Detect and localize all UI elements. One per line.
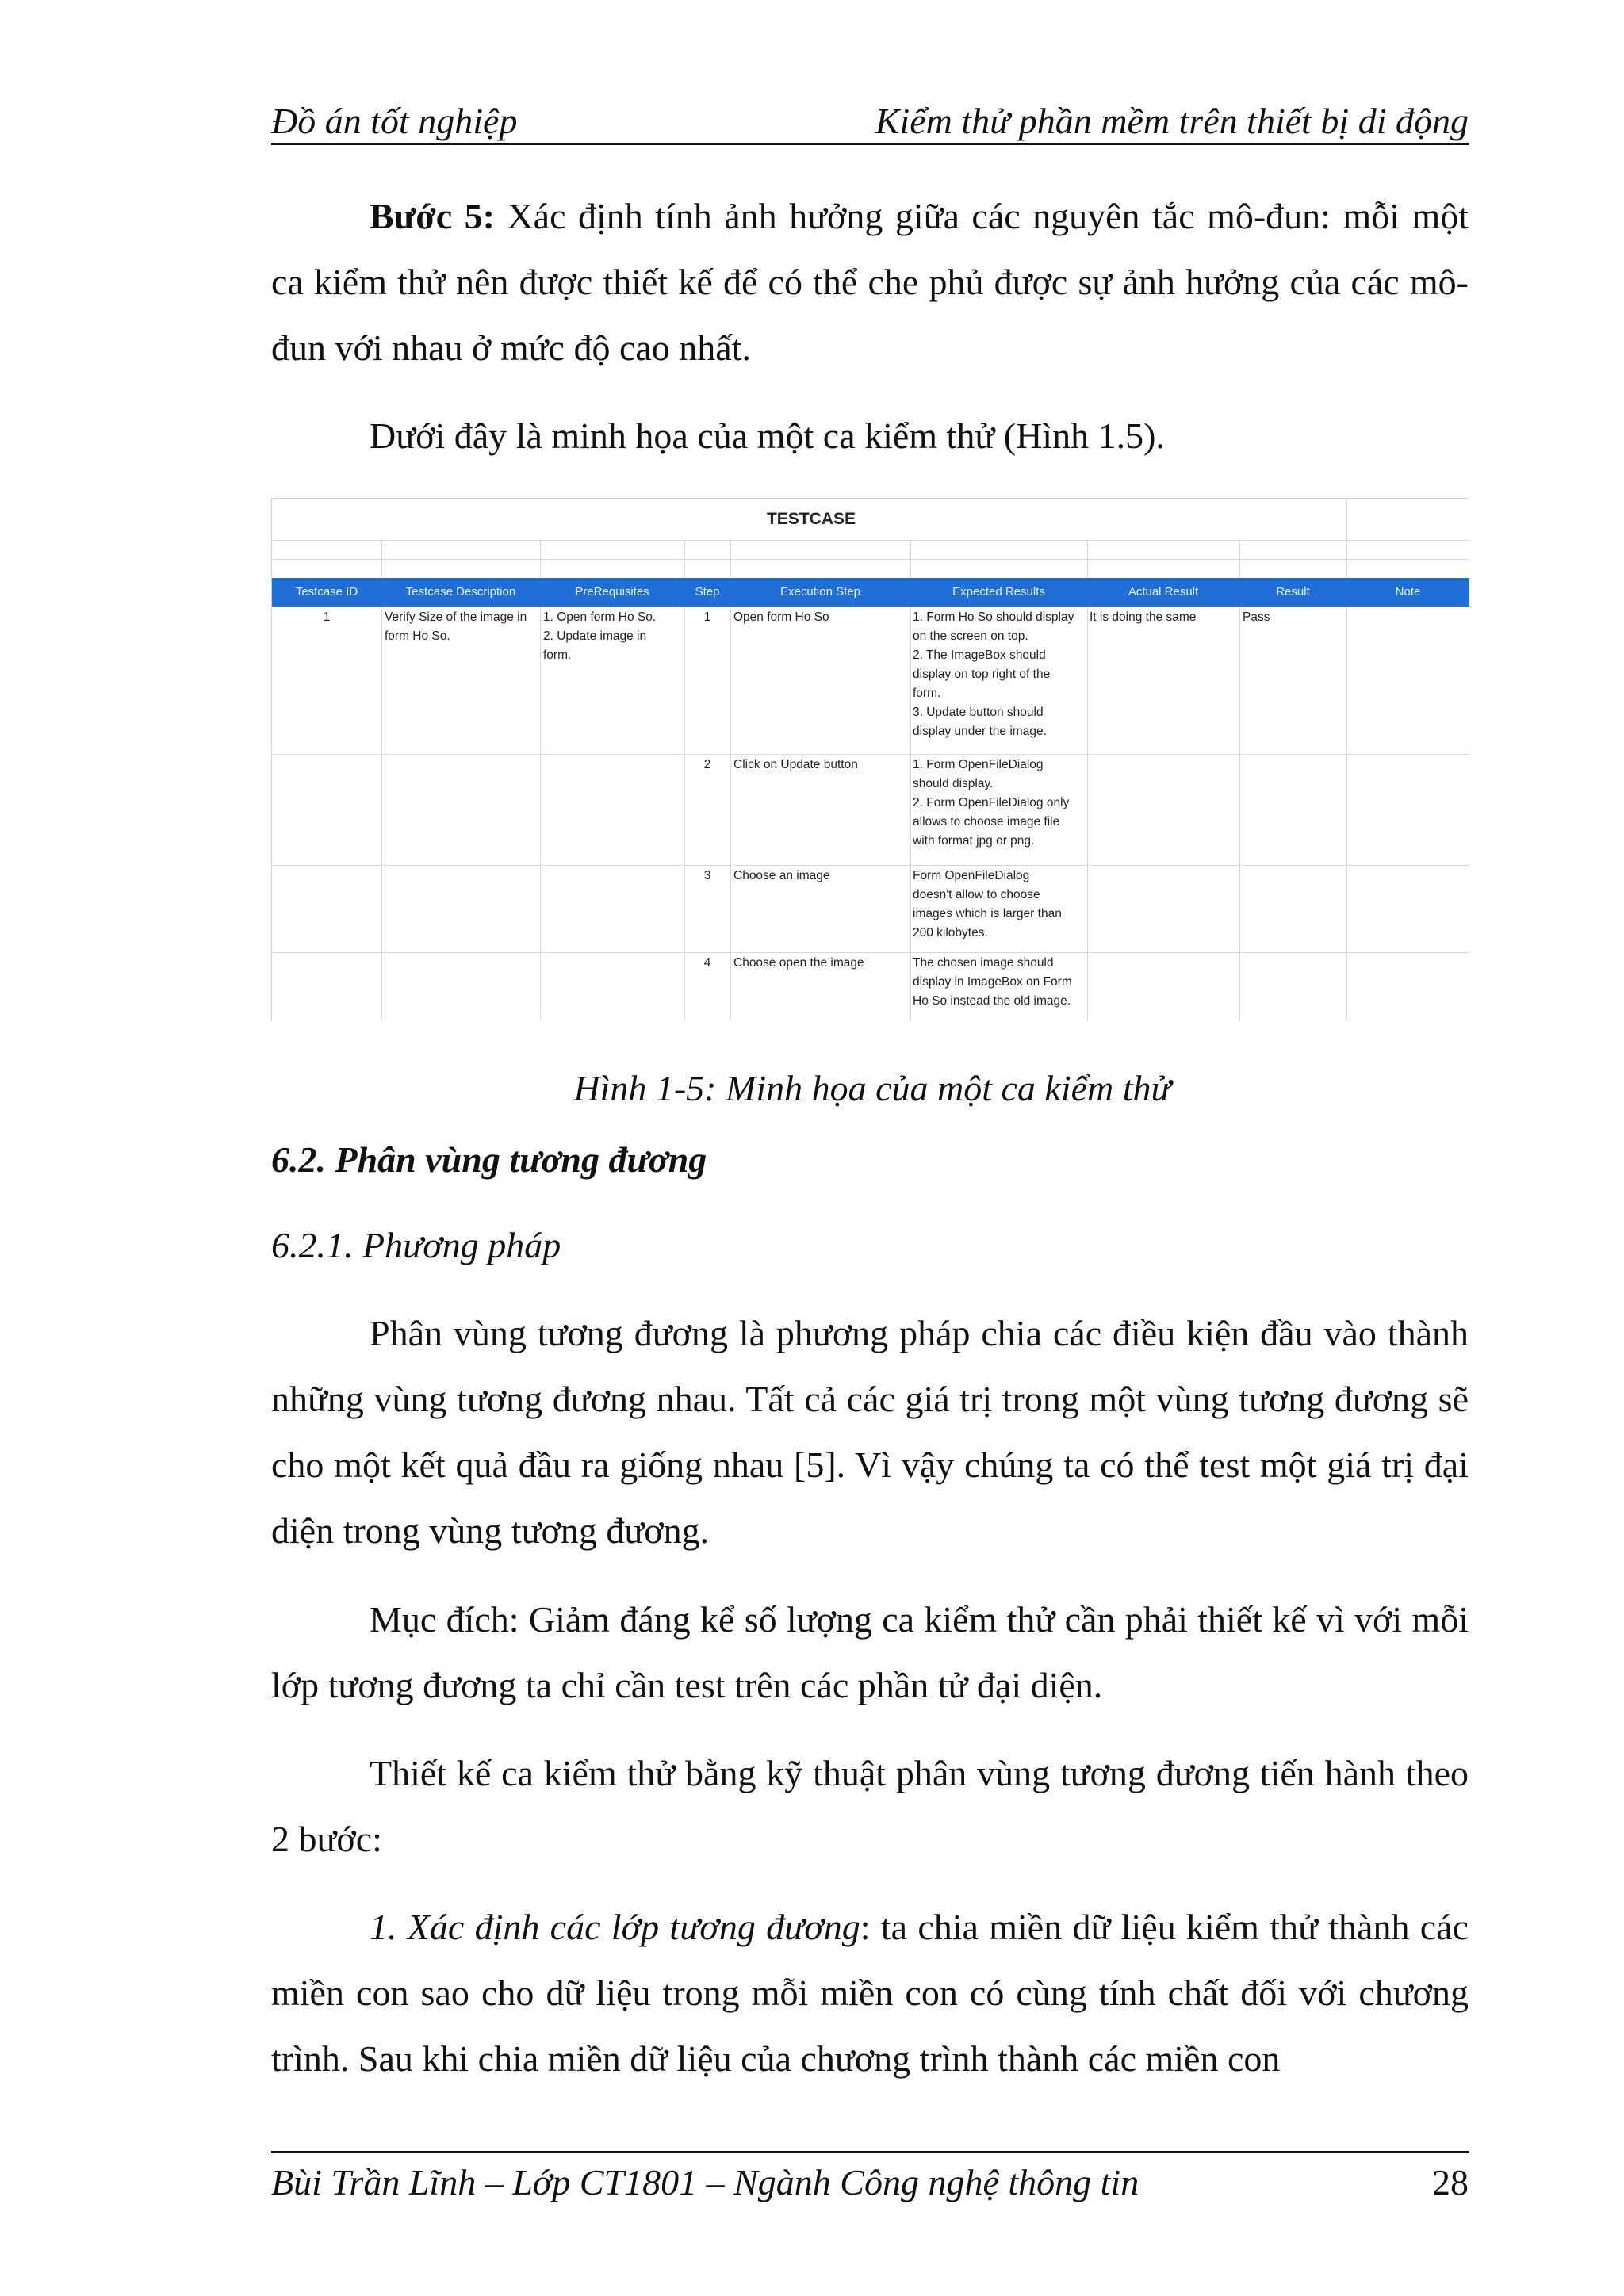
col-header-testcase-id: Testcase ID (295, 585, 358, 599)
table-cell-description: Verify Size of the image in form Ho So. (385, 610, 527, 643)
gridline (1346, 499, 1347, 578)
header-rule (271, 143, 1469, 145)
table-cell-step: 4 (703, 956, 711, 970)
table-cell-expected: The chosen image should display in ImageBox on Form Ho So instead the old image. (913, 956, 1072, 1008)
table-cell-prerequisites: 1. Open form Ho So. 2. Update image in form. (543, 610, 657, 662)
table-cell-step: 3 (703, 869, 711, 882)
step5-text: Xác định tính ảnh hưởng giữa các nguyên tắc mô-đun: mỗi một ca kiểm thử nên được thiết kế để có thể che phủ được sự ảnh hưởng của các mô-đun với nhau ở mức độ cao nhất. (271, 196, 1469, 368)
table-cell-id: 1 (323, 610, 331, 624)
gridline (272, 559, 1469, 560)
gridline (1087, 607, 1088, 1020)
figure-caption: Hình 1-5: Minh họa của một ca kiểm thử (573, 1068, 1171, 1108)
col-header-result: Result (1276, 585, 1310, 599)
section-heading: 6.2. Phân vùng tương đương (271, 1139, 707, 1180)
table-cell-result: Pass (1243, 610, 1270, 624)
header-title-left: Đồ án tốt nghiệp (271, 101, 518, 141)
col-header-note: Note (1395, 585, 1421, 599)
gridline (381, 607, 382, 1020)
subsection-heading: 6.2.1. Phương pháp (271, 1225, 561, 1265)
gridline (272, 754, 1469, 755)
gridline (684, 540, 685, 578)
gridline (730, 540, 731, 578)
gridline (910, 540, 911, 578)
table-cell-execution: Open form Ho So (733, 610, 829, 624)
step1-label: 1. Xác định các lớp tương đương (370, 1907, 860, 1947)
gridline (1239, 540, 1240, 578)
purpose-text: Mục đích: Giảm đáng kể số lượng ca kiểm thử cần phải thiết kế vì với mỗi lớp tương đương ta chỉ cần test trên các phần tử đại diện. (271, 1599, 1469, 1705)
gridline (1087, 540, 1088, 578)
col-header-actual-result: Actual Result (1128, 585, 1199, 599)
method-text: Phân vùng tương đương là phương pháp chia các điều kiện đầu vào thành những vùng tương đương nhau. Tất cả các giá trị trong một vùng tương đương sẽ cho một kết quả đầu ra giống nhau [5]. Vì vậy chúng ta có thể test một giá trị đại diện trong vùng tương đương. (271, 1313, 1469, 1551)
gridline (540, 607, 541, 1020)
col-header-prerequisites: PreRequisites (575, 585, 649, 599)
step1-text: : ta chia miền dữ liệu kiểm thử thành các miền con sao cho dữ liệu trong mỗi miền con có cùng tính chất đối với chương trình. Sau khi chia miền dữ liệu của chương trình thành các miền con (271, 1907, 1469, 2079)
col-header-expected-results: Expected Results (952, 585, 1045, 599)
testcase-spreadsheet-figure (271, 498, 1469, 1020)
step5-label: Bước 5: (370, 196, 495, 236)
col-header-description: Testcase Description (405, 585, 516, 599)
gridline (540, 540, 541, 578)
illustration-paragraph (271, 403, 1469, 469)
table-cell-execution: Choose an image (733, 869, 830, 882)
gridline (272, 952, 1469, 953)
method-paragraph (271, 1300, 1469, 1563)
step5-paragraph (271, 183, 1469, 381)
footer-rule (271, 2151, 1469, 2153)
table-cell-execution: Choose open the image (733, 956, 864, 970)
gridline (272, 540, 1469, 541)
table-cell-step: 2 (703, 758, 711, 771)
column-header-row (272, 578, 1469, 607)
illustration-text: Dưới đây là minh họa của một ca kiểm thử (Hình 1.5). (370, 415, 1165, 456)
gridline (272, 865, 1469, 866)
table-cell-execution: Click on Update button (733, 758, 858, 771)
gridline (910, 607, 911, 1020)
footer-author: Bùi Trần Lĩnh – Lớp CT1801 – Ngành Công nghệ thông tin (271, 2162, 1139, 2202)
sheet-title: TESTCASE (766, 510, 856, 528)
design-paragraph (271, 1740, 1469, 1872)
gridline (730, 607, 731, 1020)
table-cell-step: 1 (703, 610, 711, 624)
col-header-step: Step (695, 585, 720, 599)
gridline (1346, 607, 1347, 1020)
table-cell-actual: It is doing the same (1090, 610, 1197, 624)
gridline (1239, 607, 1240, 1020)
col-header-execution-step: Execution Step (780, 585, 860, 599)
design-text: Thiết kế ca kiểm thử bằng kỹ thuật phân vùng tương đương tiến hành theo 2 bước: (271, 1753, 1469, 1859)
header-title-right: Kiểm thử phần mềm trên thiết bị di động (875, 101, 1469, 141)
step1-paragraph (271, 1894, 1469, 2091)
gridline (381, 540, 382, 578)
table-cell-expected: 1. Form OpenFileDialog should display. 2. Form OpenFileDialog only allows to choose image file with format jpg or png. (913, 758, 1070, 848)
table-cell-expected: Form OpenFileDialog doesn't allow to choose images which is larger than 200 kilobytes. (913, 869, 1062, 939)
table-cell-expected: 1. Form Ho So should display on the screen on top. 2. The ImageBox should display on top right of the form. 3. Update button should display under the image. (913, 610, 1074, 738)
page-number: 28 (1432, 2162, 1469, 2202)
purpose-paragraph (271, 1586, 1469, 1718)
